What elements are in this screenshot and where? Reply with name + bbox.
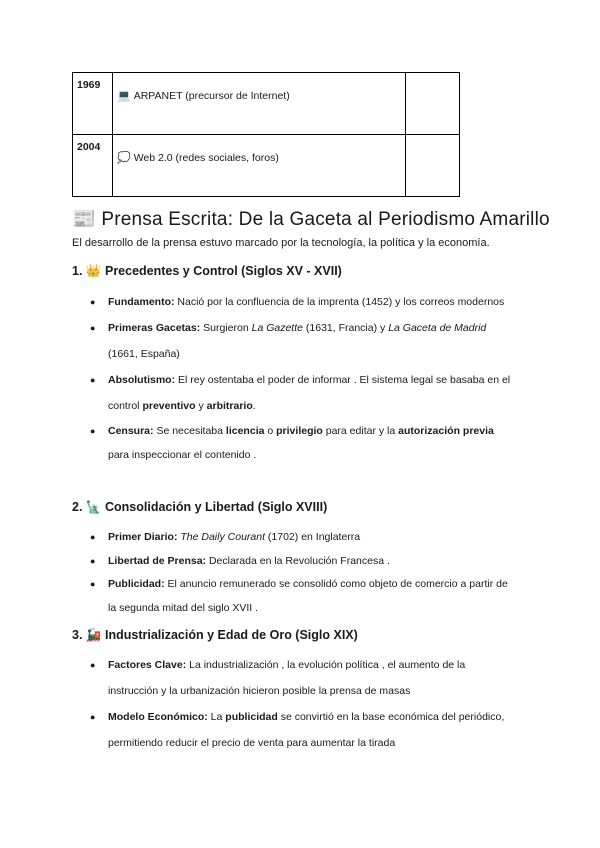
list-item: ● Censura: Se necesitaba licencia o privilegio para editar y la autorización previa para inspeccionar el contenido . (90, 425, 494, 461)
title-text: Prensa Escrita: De la Gaceta al Periodismo Amarillo (101, 209, 550, 230)
newspaper-icon: 📰 (72, 209, 96, 230)
statue-of-liberty-icon: 🗽 (85, 500, 102, 514)
section-title: Consolidación y Libertad (Siglo XVIII) (104, 500, 328, 514)
section-2-list (72, 524, 512, 620)
list-item: ● Primeras Gacetas: Surgieron La Gazette (1631, Francia) y La Gaceta de Madrid (1661, España) (90, 322, 487, 360)
page-title (72, 207, 550, 231)
section-number: 1. (72, 264, 83, 278)
list-item: ● Fundamento: Nació por la confluencia de la imprenta (1452) y los correos modernos (90, 296, 505, 308)
event-text: ARPANET (precursor de Internet) (133, 90, 290, 102)
section-number: 2. (72, 500, 83, 514)
intro-paragraph: El desarrollo de la prensa estuvo marcado por la tecnología, la política y la economía. (72, 237, 490, 249)
list-item: ● Absolutismo: El rey ostentaba el poder de informar . El sistema legal se basaba en el control preventivo y arbitrario. (90, 374, 511, 412)
section-heading-3 (72, 628, 358, 643)
table-row (73, 135, 460, 197)
list-item: ● Libertad de Prensa: Declarada en la Revolución Francesa . (90, 555, 390, 567)
crown-icon: 👑 (85, 264, 102, 278)
table-row (73, 73, 460, 135)
section-title: Industrialización y Edad de Oro (Siglo XIX) (104, 628, 358, 642)
section-heading-2 (72, 500, 327, 515)
list-item: ● Primer Diario: The Daily Courant (1702) en Inglaterra (90, 531, 361, 543)
event-cell (113, 135, 406, 197)
timeline-table (72, 72, 460, 197)
section-heading-1 (72, 264, 342, 279)
list-item: ● Modelo Económico: La publicidad se convirtió en la base económica del periódico, permitiendo reducir el precio de venta para aumentar la tirada (90, 711, 505, 749)
section-title: Precedentes y Control (Siglos XV - XVII) (104, 264, 342, 278)
list-item: ● Publicidad: El anuncio remunerado se consolidó como objeto de comercio a partir de la segunda mitad del siglo XVII . (90, 578, 508, 614)
year-cell: 1969 (73, 73, 113, 135)
section-1-list (72, 289, 512, 467)
section-number: 3. (72, 628, 83, 642)
event-cell (113, 73, 406, 135)
event-text: Web 2.0 (redes sociales, foros) (133, 152, 279, 164)
section-3-list (72, 652, 512, 756)
empty-cell (406, 135, 460, 197)
empty-cell (406, 73, 460, 135)
speech-bubble-icon: 💭 (117, 152, 131, 164)
laptop-icon: 💻 (117, 90, 131, 102)
locomotive-icon: 🚂 (85, 628, 102, 642)
year-cell: 2004 (73, 135, 113, 197)
list-item: ● Factores Clave: La industrialización , la evolución política , el aumento de la instrucción y la urbanización hicieron posible la prensa de masas (90, 659, 466, 697)
